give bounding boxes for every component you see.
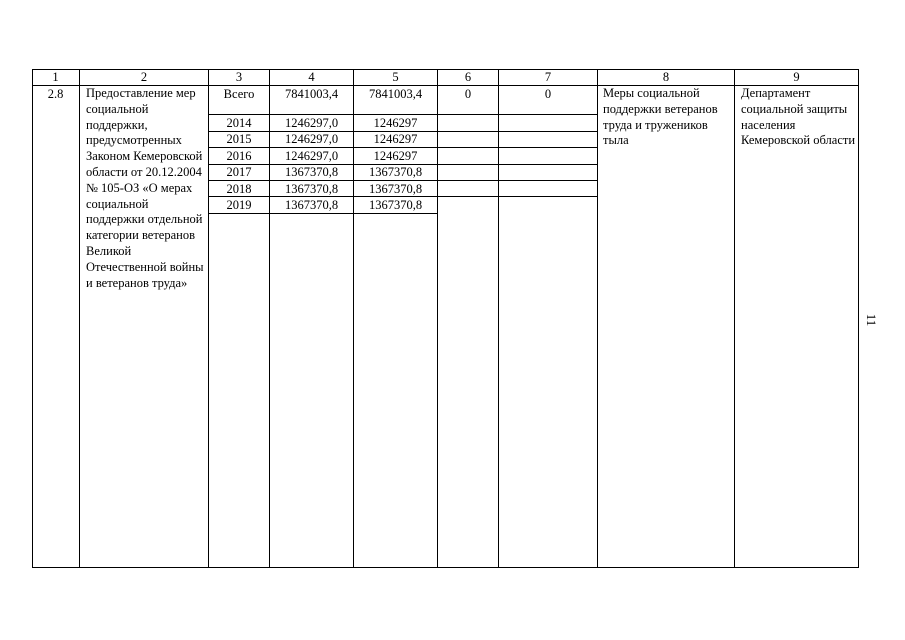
- header-cell-6: 6: [464, 70, 472, 84]
- col5-value: 1246297: [373, 132, 418, 146]
- header-cell-3: 3: [235, 70, 243, 84]
- year-cell: 2017: [226, 165, 252, 179]
- col5-value: 1367370,8: [368, 182, 423, 196]
- year-cell: 2014: [226, 116, 252, 130]
- col-border-0: [32, 69, 33, 568]
- year-row-separator: [208, 213, 438, 214]
- col-border-5: [437, 69, 438, 568]
- year-cell: 2015: [226, 132, 252, 146]
- year-cell: 2016: [226, 149, 252, 163]
- header-cell-5: 5: [392, 70, 399, 84]
- row-description: Предоставление мер социальной поддержки, предусмотренных Законом Кемеровской области от 20.12.2004 № 105-ОЗ «О мерах социальной поддержки отдельной категории ветеранов Великой Отечественной войны и ветеранов труда»: [86, 86, 204, 290]
- row-number: 2.8: [47, 87, 64, 101]
- col5-value: 1367370,8: [368, 198, 423, 212]
- header-cell-9: 9: [793, 70, 800, 84]
- col5-value: 1246297: [373, 149, 418, 163]
- col5-value: 1367370,8: [368, 165, 423, 179]
- year-cell: 2019: [226, 198, 252, 212]
- col5-total: 7841003,4: [368, 87, 423, 101]
- header-cell-8: 8: [662, 70, 670, 84]
- header-cell-4: 4: [308, 70, 315, 84]
- header-cell-1: 1: [52, 70, 59, 84]
- col-border-7: [597, 69, 598, 568]
- col-border-1: [79, 69, 80, 568]
- col4-value: 1367370,8: [284, 182, 339, 196]
- year-cell: 2018: [226, 182, 252, 196]
- col7-total: 0: [544, 87, 552, 101]
- col5-value: 1246297: [373, 116, 418, 130]
- year-cell-total: Всего: [223, 87, 255, 101]
- col-border-6: [498, 69, 499, 568]
- header-cell-2: 2: [140, 70, 148, 84]
- col4-value: 1246297,0: [284, 132, 339, 146]
- measures-text: Меры социальной поддержки ветеранов труда и тружеников тыла: [603, 86, 718, 148]
- col-border-8: [734, 69, 735, 568]
- col4-value: 1246297,0: [284, 149, 339, 163]
- col4-value: 1246297,0: [284, 116, 339, 130]
- department-text: Департамент социальной защиты населения Кемеровской области: [741, 86, 856, 148]
- col4-value: 1367370,8: [284, 198, 339, 212]
- col6-total: 0: [464, 87, 472, 101]
- header-cell-7: 7: [544, 70, 552, 84]
- col4-value: 1367370,8: [284, 165, 339, 179]
- col4-total: 7841003,4: [284, 87, 339, 101]
- page-number: 11: [864, 313, 879, 327]
